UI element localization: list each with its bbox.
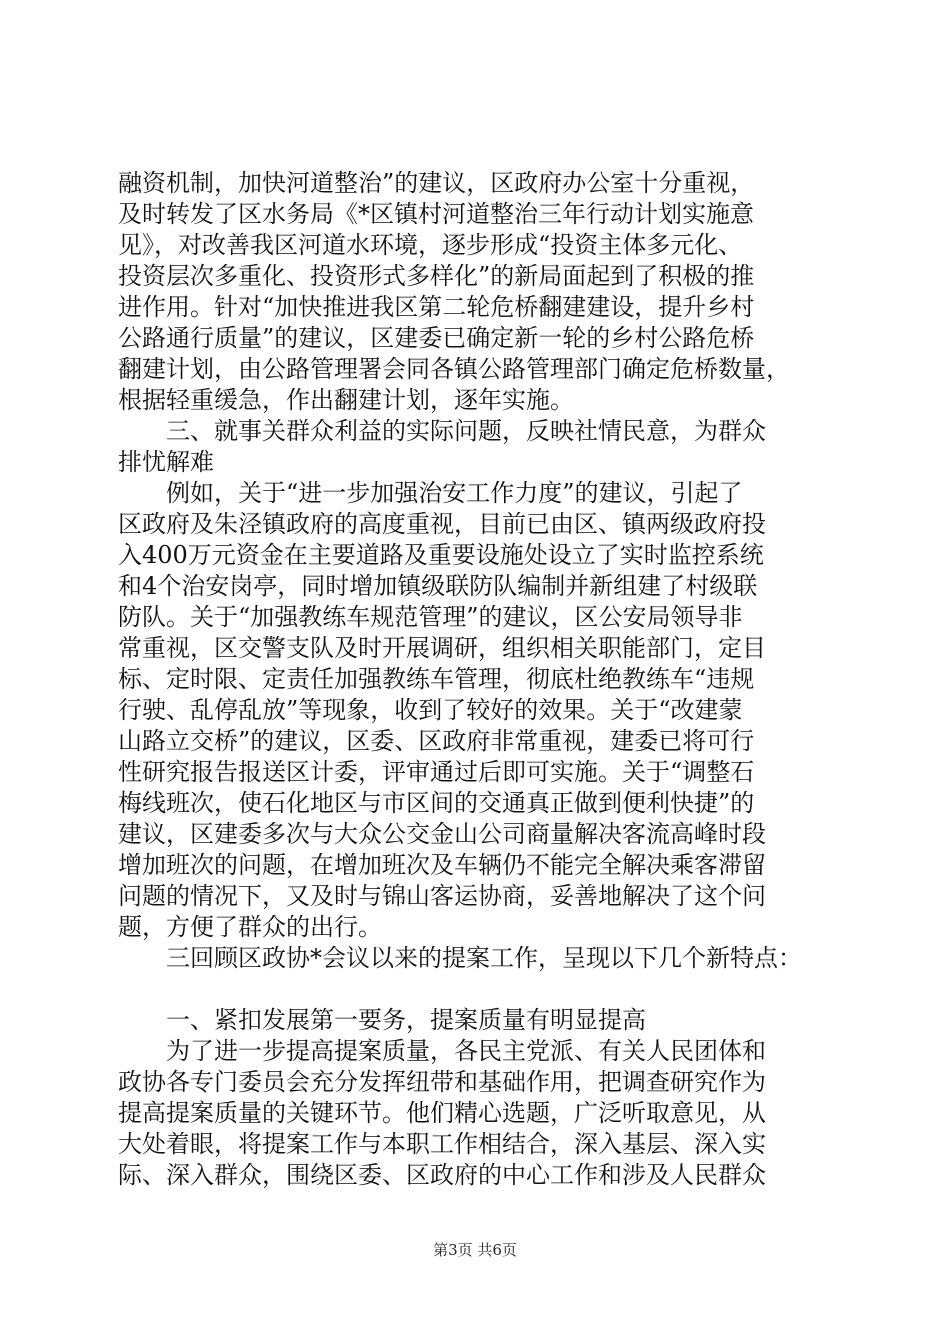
text-line: 翻建计划，由公路管理署会同各镇公路管理部门确定危桥数量， (118, 355, 790, 383)
text-line: 行驶、乱停乱放”等现象，收到了较好的效果。关于“改建蒙 (118, 696, 743, 724)
paragraph-start: 例如，关于“进一步加强治安工作力度”的建议，引起了 (166, 479, 743, 507)
text-line: 性研究报告报送区计委，评审通过后即可实施。关于“调整石 (118, 758, 755, 786)
text-line: 提高提案质量的关键环节。他们精心选题，广泛听取意见，从 (118, 1099, 766, 1127)
text-line: 进作用。针对“加快推进我区第二轮危桥翻建建设，提升乡村 (118, 293, 755, 321)
section-heading: 三、就事关群众利益的实际问题，反映社情民意，为群众 (166, 417, 766, 445)
text-line: 区政府及朱泾镇政府的高度重视，目前已由区、镇两级政府投 (118, 510, 766, 538)
section-heading: 一、紧扣发展第一要务，提案质量有明显提高 (166, 1006, 646, 1034)
body-text (118, 168, 838, 1191)
summary-line: 三回顾区政协*会议以来的提案工作，呈现以下几个新特点： (166, 944, 802, 972)
text-line: 梅线班次，使石化地区与市区间的交通真正做到便利快捷”的 (118, 789, 755, 817)
text-line: 政协各专门委员会充分发挥纽带和基础作用，把调查研究作为 (118, 1068, 766, 1096)
text-line: 公路通行质量”的建议，区建委已确定新一轮的乡村公路危桥 (118, 324, 755, 352)
text-line: 入400万元资金在主要道路及重要设施处设立了实时监控系统 (118, 541, 764, 569)
section-heading-continued: 排忧解难 (118, 448, 214, 476)
text-line: 际、深入群众，围绕区委、区政府的中心工作和涉及人民群众 (118, 1161, 766, 1189)
text-line: 和4个治安岗亭，同时增加镇级联防队编制并新组建了村级联 (118, 572, 758, 600)
text-line: 防队。关于“加强教练车规范管理”的建议，区公安局领导非 (118, 603, 743, 631)
text-line: 题，方便了群众的出行。 (118, 913, 382, 941)
text-line: 根据轻重缓急，作出翻建计划，逐年实施。 (118, 386, 574, 414)
text-line: 及时转发了区水务局《*区镇村河道整治三年行动计划实施意 (118, 200, 754, 228)
page-number-footer: 第3页 共6页 (433, 1241, 517, 1259)
text-line: 标、定时限、定责任加强教练车管理，彻底杜绝教练车“违规 (118, 665, 755, 693)
text-line: 常重视，区交警支队及时开展调研，组织相关职能部门，定目 (118, 634, 766, 662)
text-line: 问题的情况下，又及时与锦山客运协商，妥善地解决了这个问 (118, 882, 766, 910)
text-line: 融资机制，加快河道整治”的建议，区政府办公室十分重视， (118, 169, 755, 197)
text-line: 投资层次多重化、投资形式多样化”的新局面起到了积极的推 (118, 262, 755, 290)
text-line: 见》，对改善我区河道水环境，逐步形成“投资主体多元化、 (118, 231, 743, 259)
text-line: 大处着眼，将提案工作与本职工作相结合，深入基层、深入实 (118, 1130, 766, 1158)
paragraph-start: 为了进一步提高提案质量，各民主党派、有关人民团体和 (166, 1037, 766, 1065)
text-line: 建议，区建委多次与大众公交金山公司商量解决客流高峰时段 (118, 820, 766, 848)
text-line: 增加班次的问题，在增加班次及车辆仍不能完全解决乘客滞留 (118, 851, 766, 879)
text-line: 山路立交桥”的建议，区委、区政府非常重视，建委已将可行 (118, 727, 755, 755)
